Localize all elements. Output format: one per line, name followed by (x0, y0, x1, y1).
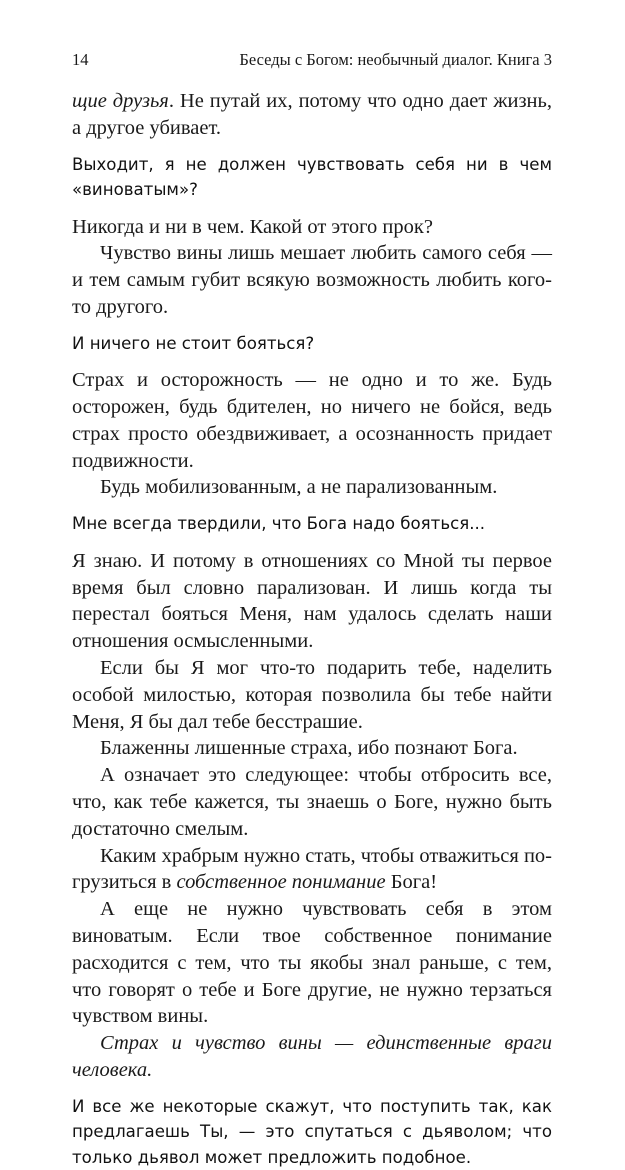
answer-paragraph: Я знаю. И потому в отношениях со Мной ты первое время был словно парализован. И лишь когда ты перестал бояться Меня, нам удалось сделать наши отношения осмысленными. (72, 549, 552, 653)
question-paragraph: Мне всегда твердили, что Бога надо бояться... (72, 514, 486, 534)
answer-paragraph: Блаженны лишенные страха, ибо познают Бога. (100, 737, 518, 760)
answer-paragraph: Будь мобилизованным, а не парализованным. (100, 476, 498, 499)
question-paragraph: И ничего не стоит бояться? (72, 333, 315, 353)
answer-paragraph: Если бы Я мог что-то подарить тебе, наделить особой милостью, которая позволила бы тебе найти Меня, Я бы дал тебе бесстрашие. (72, 656, 552, 733)
answer-paragraph: А еще не нужно чувствовать себя в этом виноватым. Если твое собственное понимание расходится с тем, что ты якобы знал раньше, с тем, что говорят о тебе и Боге другие, не нужно терзаться чувством вины. (72, 898, 552, 1028)
paragraph-text: Каким храбрым нужно стать, чтобы отважиться погрузиться в (72, 844, 552, 894)
answer-paragraph (72, 88, 552, 142)
question-paragraph: И все же некоторые скажут, что поступить так, как предлагаешь Ты, — это спутаться с дьяволом; что только дьявол может предложить подобное. (72, 1096, 552, 1167)
answer-paragraph: Чувство вины лишь мешает любить самого себя — и тем самым губит всякую возможность любить кого-то другого. (72, 242, 552, 318)
paragraph-text: . Не путай их, потому что одно дает жизнь, а другое убивает. (72, 90, 552, 139)
answer-paragraph: Страх и осторожность — не одно и то же. Будь осторожен, будь бдителен, но ничего не бойся, ведь страх просто обездвиживает, а осознанность придает подвижности. (72, 369, 552, 472)
answer-paragraph (72, 843, 552, 897)
book-title-header: Беседы с Богом: необычный диалог. Книга 3 (239, 50, 552, 69)
answer-paragraph: А означает это следующее: чтобы отбросить все, что, как тебе кажется, ты знаешь о Боге, нужно быть достаточно смелым. (72, 764, 552, 840)
italic-phrase: щие друзья (72, 90, 169, 112)
italic-phrase: Страх и чувство вины — единственные враги человека. (72, 1032, 552, 1081)
body-text (72, 88, 552, 1170)
italic-phrase: собственное понимание (176, 871, 386, 894)
answer-paragraph: Никогда и ни в чем. Какой от этого прок? (72, 215, 433, 238)
page-number: 14 (72, 50, 89, 69)
question-paragraph: Выходит, я не должен чувствовать себя ни в чем «виноватым»? (72, 154, 552, 200)
paragraph-text: Бога! (385, 871, 438, 894)
answer-paragraph (72, 1030, 552, 1084)
